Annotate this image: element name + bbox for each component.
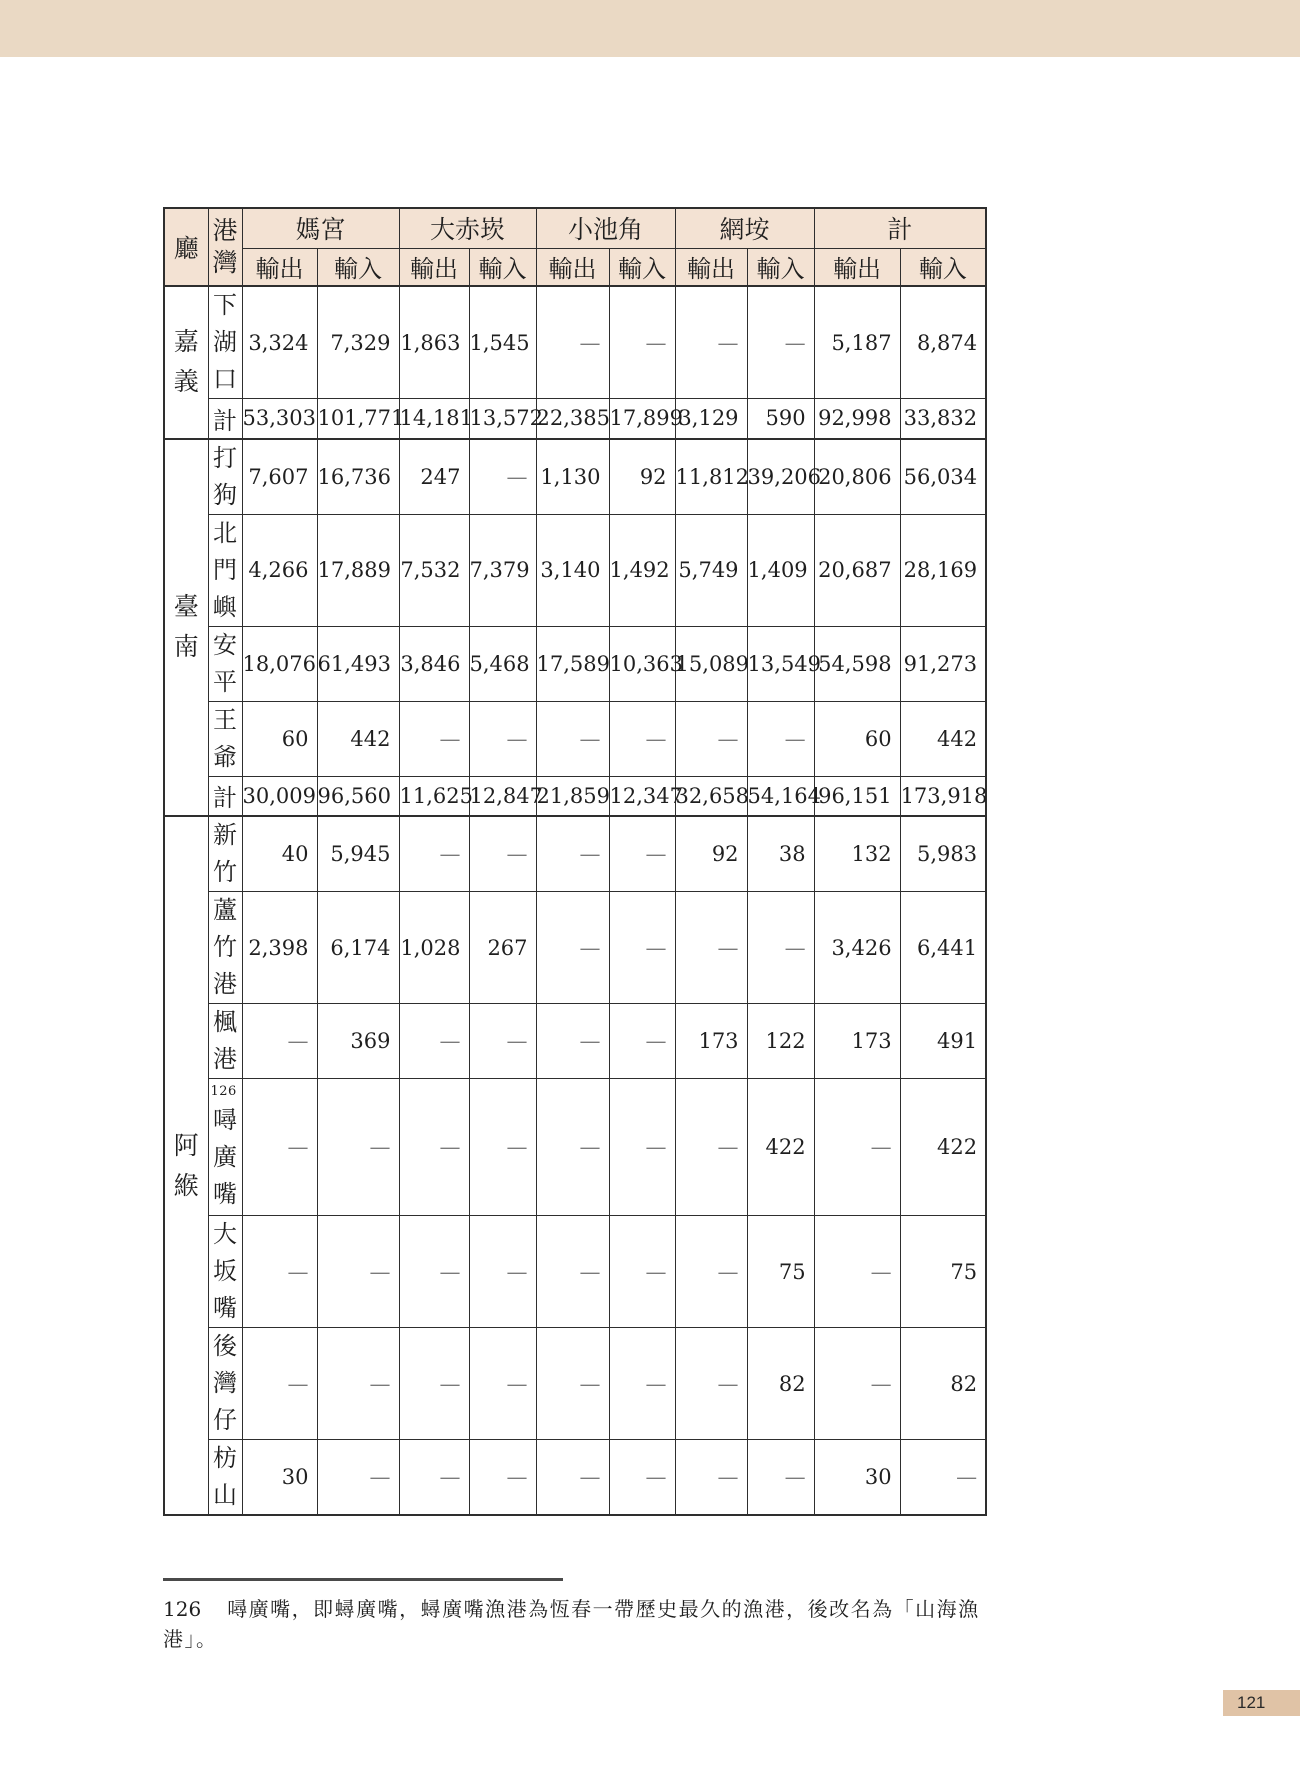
value-cell: —	[609, 1004, 675, 1079]
value-cell: —	[399, 1004, 469, 1079]
value-cell: 32,658	[675, 776, 747, 816]
value-cell: —	[609, 1079, 675, 1216]
value-cell: 442	[900, 701, 986, 776]
value-cell: 422	[900, 1079, 986, 1216]
value-cell: 60	[242, 701, 317, 776]
value-cell: 590	[747, 399, 814, 439]
value-cell: 13,572	[469, 399, 536, 439]
header-group-total: 計	[814, 208, 986, 248]
value-cell: —	[675, 892, 747, 1004]
value-cell: 4,266	[242, 514, 317, 626]
value-cell: 17,589	[536, 626, 609, 701]
value-cell: 22,385	[536, 399, 609, 439]
port-name-cell: 枋 山	[208, 1440, 242, 1516]
value-cell: 247	[399, 439, 469, 515]
value-cell: 3,846	[399, 626, 469, 701]
value-cell: —	[609, 701, 675, 776]
header-import: 輸入	[469, 248, 536, 286]
footnote-text: 噚廣嘴，即蟳廣嘴，蟳廣嘴漁港為恆春一帶歷史最久的漁港，後改名為「山海漁港」。	[163, 1597, 980, 1651]
header-export: 輸出	[814, 248, 900, 286]
header-import: 輸入	[317, 248, 399, 286]
value-cell: 28,169	[900, 514, 986, 626]
value-cell: 5,468	[469, 626, 536, 701]
value-cell: 12,347	[609, 776, 675, 816]
value-cell: 17,889	[317, 514, 399, 626]
value-cell: —	[609, 286, 675, 399]
value-cell: 54,598	[814, 626, 900, 701]
value-cell: —	[399, 1328, 469, 1440]
region-cell: 嘉 義	[164, 286, 208, 439]
value-cell: —	[609, 1440, 675, 1516]
header-export: 輸出	[399, 248, 469, 286]
value-cell: 1,492	[609, 514, 675, 626]
value-cell: 11,812	[675, 439, 747, 515]
value-cell: —	[242, 1216, 317, 1328]
value-cell: 92	[675, 816, 747, 892]
value-cell: 82	[900, 1328, 986, 1440]
value-cell: 10,363	[609, 626, 675, 701]
value-cell: 14,181	[399, 399, 469, 439]
footnote-divider	[163, 1578, 563, 1581]
value-cell: 30	[814, 1440, 900, 1516]
value-cell: 20,806	[814, 439, 900, 515]
port-name-cell: 安 平	[208, 626, 242, 701]
value-cell: —	[536, 1004, 609, 1079]
value-cell: —	[399, 701, 469, 776]
value-cell: —	[242, 1004, 317, 1079]
value-cell: 1,409	[747, 514, 814, 626]
value-cell: —	[469, 1079, 536, 1216]
value-cell: 3,324	[242, 286, 317, 399]
value-cell: 1,130	[536, 439, 609, 515]
value-cell: 60	[814, 701, 900, 776]
value-cell: —	[536, 1328, 609, 1440]
header-group-xiaochijiao: 小池角	[536, 208, 675, 248]
value-cell: 12,847	[469, 776, 536, 816]
value-cell: 6,441	[900, 892, 986, 1004]
value-cell: 56,034	[900, 439, 986, 515]
port-name-cell: 126 噚 廣 嘴	[208, 1079, 242, 1216]
value-cell: —	[469, 816, 536, 892]
port-name-cell: 下 湖 口	[208, 286, 242, 399]
value-cell: —	[609, 816, 675, 892]
value-cell: —	[469, 1004, 536, 1079]
value-cell: 13,549	[747, 626, 814, 701]
value-cell: 442	[317, 701, 399, 776]
port-trade-table	[163, 207, 987, 1516]
value-cell: 173	[814, 1004, 900, 1079]
port-name-cell: 蘆 竹 港	[208, 892, 242, 1004]
table-body	[164, 286, 986, 1515]
value-cell: 101,771	[317, 399, 399, 439]
value-cell: 1,545	[469, 286, 536, 399]
value-cell: 92	[609, 439, 675, 515]
value-cell: —	[675, 286, 747, 399]
value-cell: 2,398	[242, 892, 317, 1004]
value-cell: —	[900, 1440, 986, 1516]
value-cell: —	[469, 701, 536, 776]
value-cell: —	[675, 1216, 747, 1328]
port-name-cell: 大 坂 嘴	[208, 1216, 242, 1328]
value-cell: 40	[242, 816, 317, 892]
value-cell: —	[242, 1328, 317, 1440]
value-cell: 96,560	[317, 776, 399, 816]
value-cell: —	[536, 286, 609, 399]
value-cell: —	[609, 1216, 675, 1328]
value-cell: 82	[747, 1328, 814, 1440]
value-cell: —	[747, 1440, 814, 1516]
value-cell: 122	[747, 1004, 814, 1079]
value-cell: 38	[747, 816, 814, 892]
value-cell: 18,076	[242, 626, 317, 701]
value-cell: —	[814, 1079, 900, 1216]
value-cell: 369	[317, 1004, 399, 1079]
value-cell: —	[536, 892, 609, 1004]
port-name-cell: 北 門 嶼	[208, 514, 242, 626]
value-cell: —	[242, 1079, 317, 1216]
value-cell: —	[317, 1440, 399, 1516]
header-export: 輸出	[536, 248, 609, 286]
value-cell: —	[814, 1328, 900, 1440]
value-cell: —	[399, 816, 469, 892]
region-cell: 臺 南	[164, 439, 208, 817]
table-header	[164, 208, 986, 286]
port-name-cell: 王 爺	[208, 701, 242, 776]
value-cell: 11,625	[399, 776, 469, 816]
value-cell: —	[469, 1440, 536, 1516]
value-cell: 5,187	[814, 286, 900, 399]
value-cell: —	[675, 1440, 747, 1516]
value-cell: —	[747, 286, 814, 399]
value-cell: 30,009	[242, 776, 317, 816]
value-cell: 173	[675, 1004, 747, 1079]
value-cell: —	[747, 892, 814, 1004]
value-cell: —	[609, 1328, 675, 1440]
region-cell: 阿 緱	[164, 816, 208, 1515]
value-cell: 8,874	[900, 286, 986, 399]
value-cell: 54,164	[747, 776, 814, 816]
port-name-cell: 新 竹	[208, 816, 242, 892]
value-cell: —	[317, 1328, 399, 1440]
value-cell: 96,151	[814, 776, 900, 816]
port-name-cell: 楓 港	[208, 1004, 242, 1079]
header-region: 廳	[164, 208, 208, 286]
value-cell: 5,945	[317, 816, 399, 892]
value-cell: 75	[900, 1216, 986, 1328]
total-row-label-cell: 計	[208, 399, 242, 439]
value-cell: —	[469, 1216, 536, 1328]
value-cell: —	[609, 892, 675, 1004]
value-cell: —	[675, 1079, 747, 1216]
header-import: 輸入	[609, 248, 675, 286]
header-import: 輸入	[747, 248, 814, 286]
value-cell: 7,329	[317, 286, 399, 399]
value-cell: —	[399, 1079, 469, 1216]
value-cell: 53,303	[242, 399, 317, 439]
header-export: 輸出	[242, 248, 317, 286]
value-cell: —	[469, 1328, 536, 1440]
page-number: 121	[1237, 1693, 1266, 1712]
value-cell: 7,532	[399, 514, 469, 626]
value-cell: —	[536, 816, 609, 892]
value-cell: —	[536, 1216, 609, 1328]
value-cell: 267	[469, 892, 536, 1004]
total-row-label-cell: 計	[208, 776, 242, 816]
value-cell: 39,206	[747, 439, 814, 515]
value-cell: 61,493	[317, 626, 399, 701]
value-cell: 3,129	[675, 399, 747, 439]
value-cell: 30	[242, 1440, 317, 1516]
value-cell: —	[399, 1440, 469, 1516]
value-cell: 173,918	[900, 776, 986, 816]
value-cell: 5,983	[900, 816, 986, 892]
header-group-dachikan: 大赤崁	[399, 208, 536, 248]
footnote	[163, 1594, 993, 1654]
value-cell: —	[317, 1216, 399, 1328]
header-group-wangan: 網垵	[675, 208, 814, 248]
value-cell: 7,607	[242, 439, 317, 515]
footnote-marker: 126	[163, 1597, 202, 1621]
value-cell: —	[747, 701, 814, 776]
value-cell: 92,998	[814, 399, 900, 439]
value-cell: —	[675, 1328, 747, 1440]
header-group-magong: 媽宮	[242, 208, 399, 248]
header-export: 輸出	[675, 248, 747, 286]
value-cell: 7,379	[469, 514, 536, 626]
value-cell: 491	[900, 1004, 986, 1079]
value-cell: —	[675, 701, 747, 776]
value-cell: 16,736	[317, 439, 399, 515]
value-cell: —	[814, 1216, 900, 1328]
value-cell: 15,089	[675, 626, 747, 701]
value-cell: 91,273	[900, 626, 986, 701]
top-decoration-band	[0, 0, 1300, 57]
value-cell: —	[536, 1079, 609, 1216]
value-cell: 33,832	[900, 399, 986, 439]
value-cell: —	[469, 439, 536, 515]
value-cell: 20,687	[814, 514, 900, 626]
value-cell: —	[399, 1216, 469, 1328]
value-cell: 132	[814, 816, 900, 892]
value-cell: 6,174	[317, 892, 399, 1004]
value-cell: 5,749	[675, 514, 747, 626]
value-cell: —	[536, 701, 609, 776]
value-cell: 17,899	[609, 399, 675, 439]
port-name-cell: 後 灣 仔	[208, 1328, 242, 1440]
value-cell: 1,863	[399, 286, 469, 399]
value-cell: 75	[747, 1216, 814, 1328]
header-import: 輸入	[900, 248, 986, 286]
value-cell: 21,859	[536, 776, 609, 816]
value-cell: 3,426	[814, 892, 900, 1004]
header-port: 港 灣	[208, 208, 242, 286]
page-number-badge	[1223, 1690, 1300, 1716]
port-name-cell: 打 狗	[208, 439, 242, 515]
value-cell: —	[317, 1079, 399, 1216]
value-cell: 422	[747, 1079, 814, 1216]
value-cell: —	[536, 1440, 609, 1516]
value-cell: 1,028	[399, 892, 469, 1004]
value-cell: 3,140	[536, 514, 609, 626]
